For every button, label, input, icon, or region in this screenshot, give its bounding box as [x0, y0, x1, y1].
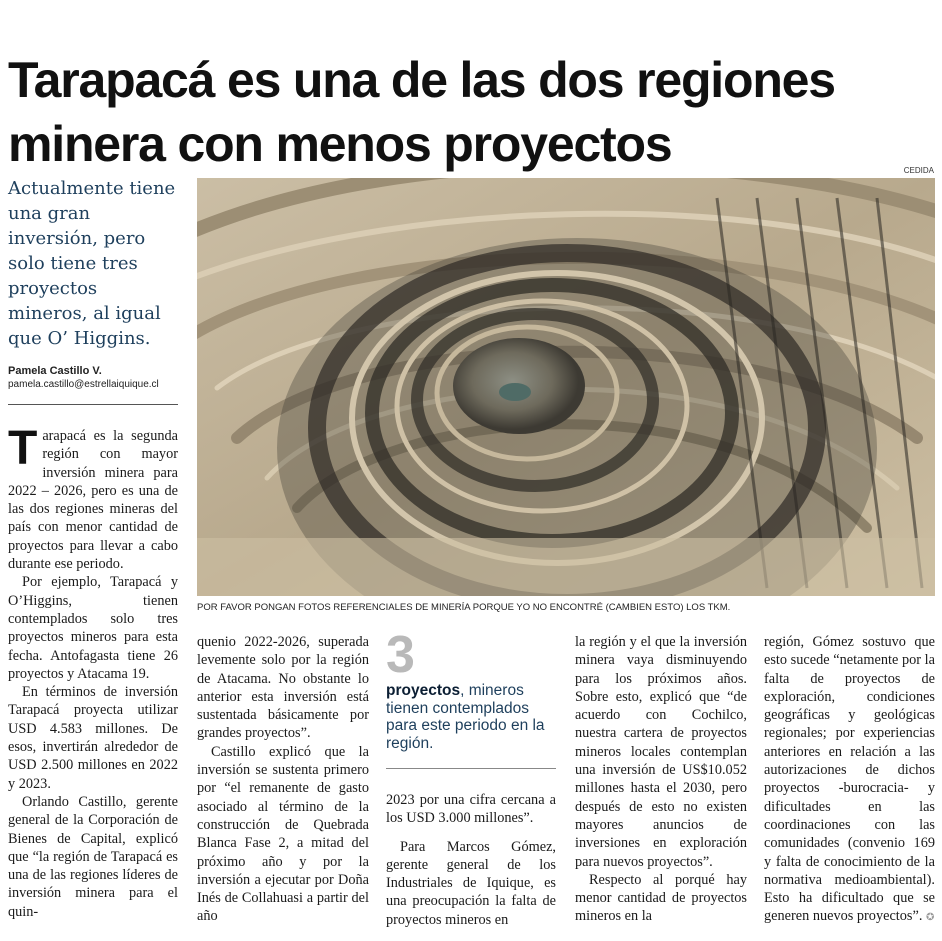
lead-text: Actualmente tiene una gran inversión, pero solo tiene tres proyectos mineros, al igual que O’ Higgins.: [8, 178, 176, 349]
paragraph: la región y el que la inversión minera vaya disminuyendo para los próximos años. Sobre esto, explicó que “de acuerdo con Cochilco, nuestra cartera de proyectos mineros locales contemplan una inversión de US$10.052 millones hasta el 2030, pero después de esto no existen mayores anuncios de inversiones en exploración para nuevos proyectos”.: [575, 634, 747, 870]
author-name: Pamela Castillo V.: [8, 365, 102, 377]
paragraph: Por ejemplo, Tarapacá y O’Higgins, tienen contemplados solo tres proyectos mineros para esta fecha. Antofagasta tiene 26 proyectos y Atacama 19.: [8, 574, 178, 682]
mine-photo: [197, 178, 935, 596]
author-email[interactable]: pamela.castillo@estrellaiquique.cl: [8, 379, 159, 390]
column-5: [764, 633, 935, 928]
byline-divider: [8, 404, 178, 405]
paragraph: En términos de inversión Tarapacá proyecta utilizar USD 4.583 millones. De esos, invertirán alrededor de USD 2.500 millones en 2022 y 2023.: [8, 684, 178, 792]
paragraph: Para Marcos Gómez, gerente general de los Industriales de Iquique, es una preocupación la falta de proyectos mineros en: [386, 838, 556, 928]
headline-line-2: minera con menos proyectos: [8, 115, 672, 172]
fact-divider: [386, 768, 556, 769]
photo-caption: POR FAVOR PONGAN FOTOS REFERENCIALES DE MINERÍA PORQUE YO NO ENCONTRÉ (CAMBIEN ESTO) LOS TKM.: [197, 602, 731, 613]
headline-line-1: Tarapacá es una de las dos regiones: [8, 51, 835, 108]
paragraph: Castillo explicó que la inversión se sustenta primero por “el remanente de gasto asociado al término de la construcción de Quebrada Blanca Fase 2, a mitad del próximo año y por la inversión a ejecutar por Doña Inés de Collahuasi a partir del año: [197, 743, 369, 925]
open-pit-mine-image: [197, 178, 935, 596]
fact-number: 3: [386, 626, 415, 684]
column-3: [386, 791, 556, 929]
paragraph: 2023 por una cifra cercana a los USD 3.000 millones”.: [386, 792, 556, 827]
paragraph: región, Gómez sostuvo que esto sucede “netamente por la falta de proyectos de exploración, condiciones geográficas y geológicas regionales; por experiencias anteriores en relación a las autorizaciones de dichos proyectos -burocracia- y dificultades en las coordinaciones con las comunidades (convenio 169 y falta de conocimiento de la normativa medioambiental). Esto ha dificultado que se generen nuevos proyectos”. ✪: [764, 634, 935, 925]
paragraph: Orlando Castillo, gerente general de la Corporación de Bienes de Capital, explicó que “la región de Tarapacá es una de las regiones líderes de inversión minera para el quin-: [8, 793, 178, 920]
fact-box: [386, 628, 556, 752]
byline: [8, 365, 178, 390]
paragraph: quenio 2022-2026, superada levemente solo por la región de Atacama. No obstante lo anterior esta inversión está sustentada básicamente por grandes proyectos”.: [197, 634, 369, 742]
column-4: [575, 633, 747, 926]
column-1: [8, 422, 178, 921]
column-2: [197, 633, 369, 926]
photo-credit: CEDIDA: [903, 166, 934, 175]
end-mark-icon: ✪: [925, 912, 935, 924]
fact-bold: proyectos: [386, 682, 461, 699]
paragraph: Tarapacá es la segunda región con mayor inversión minera para 2022 – 2026, pero es una de las dos regiones mineras del país con menor cantidad de proyectos para llevar a cabo durante ese periodo.: [8, 422, 178, 573]
fact-text: proyectos, mineros tienen contemplados para este periodo en la región.: [386, 682, 545, 752]
dropcap: T: [8, 422, 38, 475]
paragraph: Respecto al porqué hay menor cantidad de proyectos mineros en la: [575, 871, 747, 925]
headline: [8, 48, 938, 176]
